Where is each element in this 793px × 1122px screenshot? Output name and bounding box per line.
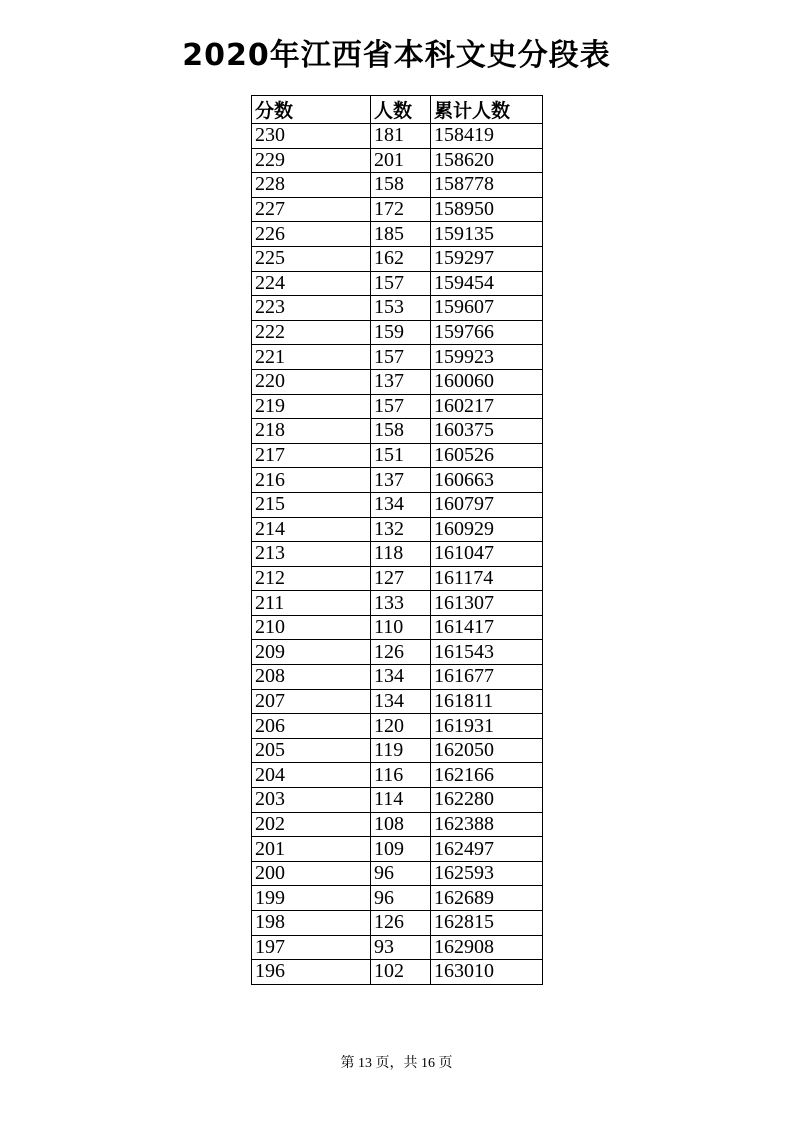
count-cell: 185 [371,222,431,247]
table-row [252,640,543,665]
cumulative-cell: 162689 [431,886,543,911]
cumulative-cell: 159297 [431,246,543,271]
count-cell: 172 [371,197,431,222]
count-cell: 110 [371,615,431,640]
score-cell: 229 [252,148,371,173]
cumulative-cell: 159135 [431,222,543,247]
count-cell: 96 [371,861,431,886]
count-cell: 137 [371,369,431,394]
count-cell: 114 [371,788,431,813]
table-row [252,665,543,690]
table-row [252,468,543,493]
table-row [252,837,543,862]
table-row [252,861,543,886]
score-cell: 197 [252,935,371,960]
count-cell: 96 [371,886,431,911]
cumulative-cell: 158950 [431,197,543,222]
score-cell: 214 [252,517,371,542]
count-cell: 201 [371,148,431,173]
header-cumulative: 累计人数 [431,96,543,124]
count-cell: 132 [371,517,431,542]
cumulative-cell: 159923 [431,345,543,370]
cumulative-cell: 160060 [431,369,543,394]
cumulative-cell: 162166 [431,763,543,788]
score-cell: 222 [252,320,371,345]
count-cell: 153 [371,296,431,321]
table-row [252,246,543,271]
count-cell: 109 [371,837,431,862]
score-cell: 199 [252,886,371,911]
count-cell: 120 [371,714,431,739]
cumulative-cell: 160217 [431,394,543,419]
score-cell: 196 [252,960,371,985]
table-row [252,419,543,444]
cumulative-cell: 161047 [431,542,543,567]
cumulative-cell: 162388 [431,812,543,837]
table-row [252,689,543,714]
table-row [252,492,543,517]
cumulative-cell: 163010 [431,960,543,985]
cumulative-cell: 161931 [431,714,543,739]
header-count: 人数 [371,96,431,124]
table-row [252,763,543,788]
count-cell: 157 [371,345,431,370]
cumulative-cell: 158778 [431,173,543,198]
score-cell: 217 [252,443,371,468]
score-cell: 218 [252,419,371,444]
table-row [252,911,543,936]
table-row [252,935,543,960]
score-cell: 213 [252,542,371,567]
count-cell: 133 [371,591,431,616]
cumulative-cell: 161677 [431,665,543,690]
table-row [252,369,543,394]
score-cell: 225 [252,246,371,271]
table-row [252,222,543,247]
score-cell: 208 [252,665,371,690]
score-cell: 203 [252,788,371,813]
cumulative-cell: 159766 [431,320,543,345]
cumulative-cell: 161811 [431,689,543,714]
cumulative-cell: 162050 [431,738,543,763]
table-row [252,960,543,985]
count-cell: 137 [371,468,431,493]
cumulative-cell: 160526 [431,443,543,468]
score-cell: 200 [252,861,371,886]
score-cell: 221 [252,345,371,370]
cumulative-cell: 161543 [431,640,543,665]
score-cell: 227 [252,197,371,222]
table-row [252,566,543,591]
score-table [251,95,543,985]
score-cell: 205 [252,738,371,763]
cumulative-cell: 162280 [431,788,543,813]
count-cell: 134 [371,492,431,517]
count-cell: 151 [371,443,431,468]
score-cell: 216 [252,468,371,493]
table-row [252,296,543,321]
cumulative-cell: 160663 [431,468,543,493]
cumulative-cell: 162497 [431,837,543,862]
count-cell: 102 [371,960,431,985]
score-cell: 202 [252,812,371,837]
cumulative-cell: 162815 [431,911,543,936]
count-cell: 119 [371,738,431,763]
score-cell: 228 [252,173,371,198]
cumulative-cell: 161417 [431,615,543,640]
score-cell: 201 [252,837,371,862]
count-cell: 158 [371,419,431,444]
page-title: 2020年江西省本科文史分段表 [182,38,611,73]
table-row [252,886,543,911]
cumulative-cell: 160797 [431,492,543,517]
score-cell: 210 [252,615,371,640]
count-cell: 159 [371,320,431,345]
count-cell: 134 [371,689,431,714]
score-cell: 230 [252,124,371,149]
table-row [252,542,543,567]
table-row [252,738,543,763]
cumulative-cell: 158620 [431,148,543,173]
cumulative-cell: 162593 [431,861,543,886]
score-cell: 212 [252,566,371,591]
cumulative-cell: 159454 [431,271,543,296]
table-row [252,591,543,616]
cumulative-cell: 162908 [431,935,543,960]
score-cell: 220 [252,369,371,394]
score-cell: 219 [252,394,371,419]
table-row [252,443,543,468]
count-cell: 126 [371,640,431,665]
table-row [252,124,543,149]
count-cell: 162 [371,246,431,271]
score-cell: 209 [252,640,371,665]
page-footer: 第 13 页，共 16 页 [340,1056,453,1071]
cumulative-cell: 159607 [431,296,543,321]
score-cell: 204 [252,763,371,788]
count-cell: 134 [371,665,431,690]
count-cell: 93 [371,935,431,960]
count-cell: 108 [371,812,431,837]
count-cell: 116 [371,763,431,788]
cumulative-cell: 161174 [431,566,543,591]
count-cell: 157 [371,271,431,296]
count-cell: 181 [371,124,431,149]
table-row [252,148,543,173]
table-row [252,345,543,370]
score-cell: 206 [252,714,371,739]
cumulative-cell: 160929 [431,517,543,542]
table-body [252,124,543,985]
table-row [252,197,543,222]
score-cell: 207 [252,689,371,714]
table-header-row [252,96,543,124]
count-cell: 157 [371,394,431,419]
table-row [252,320,543,345]
count-cell: 127 [371,566,431,591]
cumulative-cell: 160375 [431,419,543,444]
count-cell: 158 [371,173,431,198]
header-score: 分数 [252,96,371,124]
score-cell: 223 [252,296,371,321]
table-row [252,812,543,837]
table-row [252,394,543,419]
table-row [252,271,543,296]
score-cell: 226 [252,222,371,247]
table-row [252,173,543,198]
count-cell: 118 [371,542,431,567]
table-row [252,615,543,640]
score-cell: 224 [252,271,371,296]
table-row [252,517,543,542]
cumulative-cell: 158419 [431,124,543,149]
score-cell: 211 [252,591,371,616]
score-cell: 198 [252,911,371,936]
table-row [252,714,543,739]
table-row [252,788,543,813]
score-cell: 215 [252,492,371,517]
count-cell: 126 [371,911,431,936]
cumulative-cell: 161307 [431,591,543,616]
